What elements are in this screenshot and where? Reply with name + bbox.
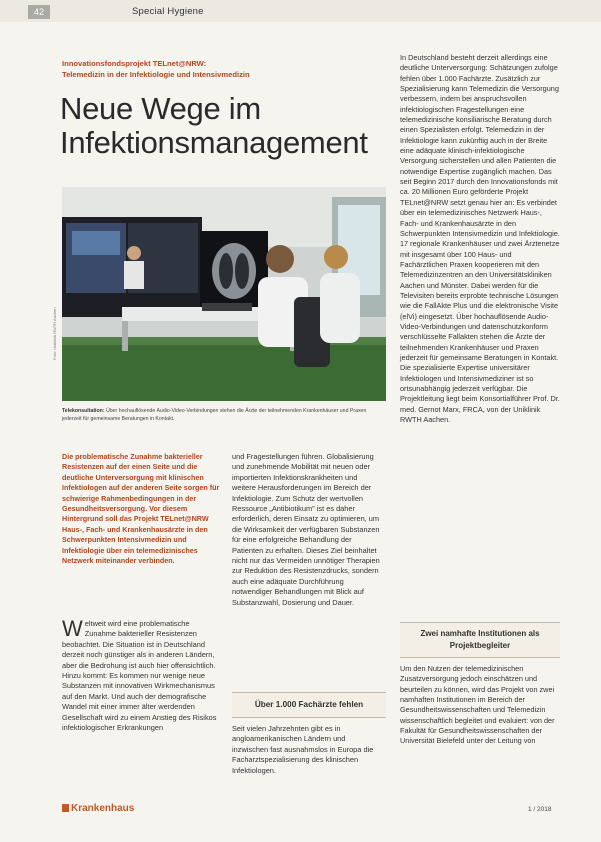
body-column-3: In Deutschland besteht derzeit allerdings eine deutliche Unterversorgung: Schätzungen zufolge fehlen über 1.000 Fachärzte. Zusätzlich zur Spezialisierung kann Telemedizin die Versorgung verbessern, indem bei anspruchsvollen infektiologischen Fragestellungen eine telemedizinische konsiliarische Beratung durch einen Spezialisten erfolgt. Telemedizin in der Infektiologie kann zukünftig auch in der Breite eine adäquate klinisch-infektiologische Versorgung sicherstellen und allen Patienten die notwendige Expertise zugänglich machen. Das seit Beginn 2017 durch den Innovationsfonds mit ca. 20 Millionen Euro geförderte Projekt TELnet@NRW setzt genau hier an: Es verbindet über ein telemedizinisches Netzwerk Haus-, Fach- und Krankenhausärzte in den Schwerpunkten Intensivmedizin und Infektiologie. 17 regionale Krankenhäuser und zwei Ärztenetze mit insgesamt über 100 Haus- und Fachärztlichen Praxen kooperieren mit den Telemedizinzentren an den Universitätskliniken Aachen und Münster. Dabei werden für die Televisiten bereits erprobte technische Lösungen wie die FallAkte Plus und die elektronische Visite (elVi) eingesetzt. Über hochauflösende Audio-Video-Verbindungen und datenschutzkonform verschlüsselte Fallakten stehen die Ärzte der teilnehmenden Krankenhäuser und Praxen jederzeit für gemeinsame Beratungen in Kontakt. Die spezialisierte Expertise universitärer Infektiologen und Intensivmediziner ist so ortsunabhängig jederzeit verfügbar. Die Projektleitung liegt beim Konsortialführer Prof. Dr. med. Gernot Marx, FRCA, von der Uniklinik RWTH Aachen. (400, 53, 560, 425)
caption-lead: Telekonsultation: (62, 408, 105, 414)
lead-paragraph: Die problematische Zunahme bakterieller Resistenzen auf der einen Seite und die deutliche Unterversorgung mit klinischen Infektiologen auf der anderen Seite sorgen für schwierige Rahmenbedingungen in der Gesundheitsversorgung. Vor diesem Hintergrund soll das Projekt TELnet@NRW Haus-, Fach- und Krankenhausärzte in den Schwerpunkten Intensivmedizin und Infektiologie über ein telemedizinisches Netzwerk miteinander verbinden. (62, 452, 220, 566)
body-column-1 (62, 616, 222, 733)
page-number: 42 (28, 5, 50, 19)
issue-number: 1 / 2018 (528, 806, 552, 813)
subheading-fachaerzte: Über 1.000 Fachärzte fehlen (232, 692, 386, 718)
magazine-logo (62, 803, 134, 814)
subheading-institutionen: Zwei namhafte Institutionen als Projektbegleiter (400, 622, 560, 658)
telemedicine-scene-illustration (62, 187, 386, 401)
body-column-1-text: eltweit wird eine problematische Zunahme bakterieller Resistenzen beobachtet. Die Situation ist in Deutschland derzeit noch günstiger als in anderen Ländern, aber die Bedrohung ist auch hier offensichtlich. Hinzu kommt: Es kommen nur wenige neue Substanzen mit innovativen Wirkmechanismus auf den Markt. Und auch der demografische Wandel mit einer immer älter werdenden Gesellschaft wird zu einem Anstieg des Risikos infektiologischer Erkrankungen (62, 619, 217, 733)
logo-mark-icon (62, 804, 69, 812)
article-photo (62, 187, 386, 401)
title-line-2: Infektionsmanagement (60, 125, 368, 160)
caption-text: Über hochauflösende Audio-Video-Verbindungen stehen die Ärzte der teilnehmenden Krankenhäuser und Praxen jederzeit für gemeinsame Beratungen in Kontakt. (62, 408, 367, 423)
page-header (0, 0, 601, 22)
photo-credit: Foto: Uniklinik RWTH Aachen (52, 307, 57, 360)
article-kicker (62, 58, 382, 80)
section-title: Special Hygiene (132, 6, 204, 17)
photo-caption (62, 407, 386, 423)
body-column-2: und Fragestellungen führen. Globalisierung und zunehmende Mobilität mit neuen oder importierten Infektionskrankheiten und weitere Herausforderungen im Bereich der Infektiologie. Zum Schutz der wertvollen Ressource „Antibiotikum" ist es daher erforderlich, deren Einsatz zu optimieren, um die Wirksamkeit der verfügbaren Substanzen für eine erfolgreiche Behandlung der Patienten zu erhalten. Dieses Ziel beinhaltet nicht nur das Vermeiden unnötiger Therapien zur Reduktion des Resistenzdrucks, sondern auch eine adäquate Durchführung notwendiger Behandlungen mit Blick auf Substanzwahl, Dosierung und Dauer. (232, 452, 380, 607)
kicker-line-1: Innovationsfondsprojekt TELnet@NRW: (62, 59, 207, 68)
body-column-3-continued: Um den Nutzen der telemedizinischen Zusatzversorgung jedoch einschätzen und beurteilen zu können, wird das Projekt von zwei namhaften Institutionen im Bereich der Gesundheitswissenschaften und Telemedizin wissenschaftlich begleitet und evaluiert: von der Fakultät für Gesundheitswissenschaften der Universität Bielefeld unter der Leitung von (400, 664, 555, 746)
drop-cap: W (62, 616, 83, 641)
article-title (60, 92, 400, 160)
logo-text: Krankenhaus (71, 803, 135, 814)
title-line-1: Neue Wege im (60, 91, 261, 126)
body-column-2-continued: Seit vielen Jahrzehnten gibt es in angloamerikanischen Ländern und inzwischen fast ausnahmslos in Europa die Facharztspezialisierung des klinischen Infektiologen. (232, 724, 374, 775)
kicker-line-2: Telemedizin in der Infektiologie und Intensivmedizin (62, 70, 250, 79)
